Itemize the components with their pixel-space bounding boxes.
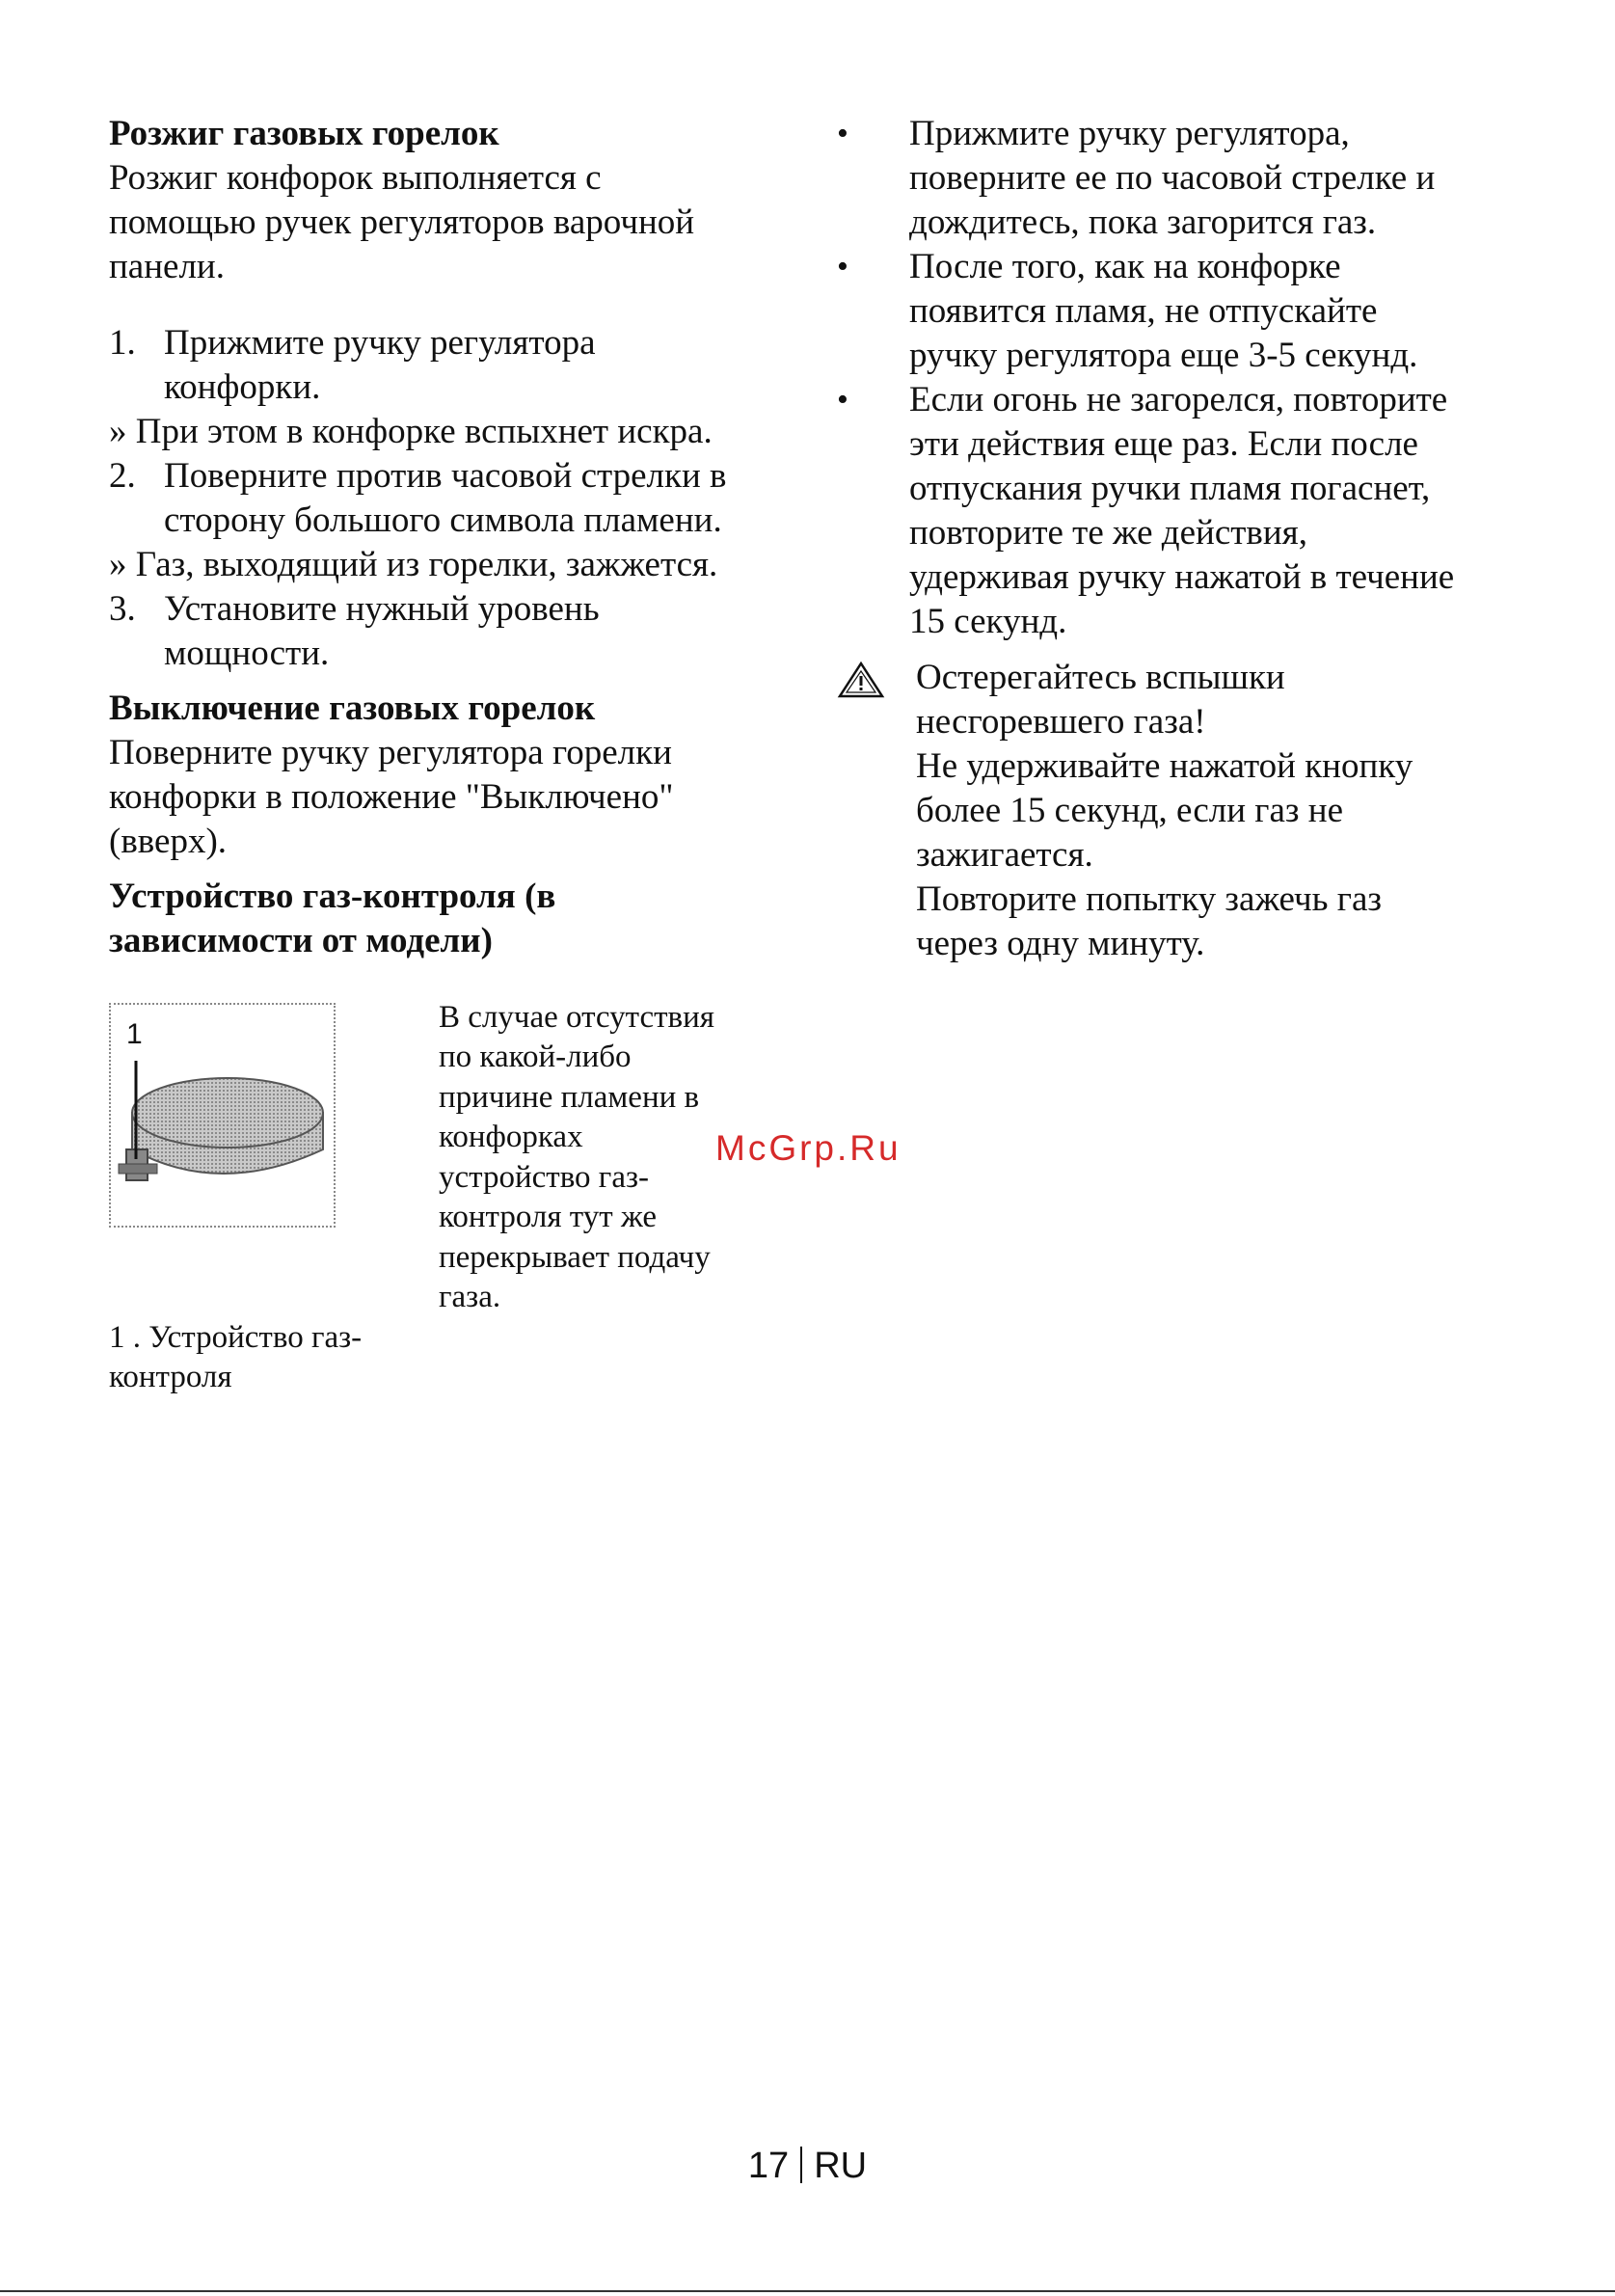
section-title-gas-control: Устройство газ-контроля (в [109,877,556,916]
switch-off-body-line: конфорки в положение "Выключено" [109,777,674,817]
bullet-text: удерживая ручку нажатой в течение [909,557,1455,597]
footer-separator [800,2147,802,2183]
bullet-text: эти действия еще раз. Если после [909,424,1418,464]
step-text: конфорки. [164,367,321,407]
switch-off-body-line: Поверните ручку регулятора горелки [109,733,672,772]
step-result: » При этом в конфорке вспыхнет искра. [109,412,713,451]
page-number: 17 [747,2146,790,2186]
step-result: » Газ, выходящий из горелки, зажжется. [109,545,718,584]
bullet-text: отпускания ручки пламя погаснет, [909,469,1431,508]
page-bottom-rule [0,2290,1615,2292]
figure-text-line: причине пламени в [439,1080,700,1115]
burner-illustration [111,1005,334,1226]
figure-text-line: устройство газ- [439,1160,650,1195]
page-footer [0,2145,1615,2187]
step-text: Прижмите ручку регулятора [164,323,596,363]
figure-text-line: газа. [439,1280,501,1314]
bullet-marker: • [837,116,848,151]
step-text: Поверните против часовой стрелки в [164,456,727,496]
bullet-marker: • [837,382,848,418]
section-title-switch-off: Выключение газовых горелок [109,689,596,728]
bullet-text: 15 секунд. [909,602,1067,641]
burner-figure [109,1003,336,1228]
warning-text: Не удерживайте нажатой кнопку [916,746,1413,786]
switch-off-body-line: (вверх). [109,822,228,861]
ignition-body-line: панели. [109,247,225,286]
figure-caption: контроля [109,1360,232,1394]
step-number: 1. [109,323,136,363]
bullet-marker: • [837,249,848,284]
ignition-body-line: Розжиг конфорок выполняется с [109,158,602,198]
bullet-text: поверните ее по часовой стрелке и [909,158,1436,198]
figure-text-line: В случае отсутствия [439,1000,714,1035]
warning-text: зажигается. [916,835,1093,875]
step-text: мощности. [164,634,330,673]
bullet-text: Прижмите ручку регулятора, [909,114,1350,153]
bullet-text: После того, как на конфорке [909,247,1341,286]
warning-text: более 15 секунд, если газ не [916,791,1343,830]
figure-caption: 1 . Устройство газ- [109,1320,363,1355]
bullet-text: ручку регулятора еще 3-5 секунд. [909,336,1418,375]
warning-text: через одну минуту. [916,924,1205,963]
step-text: сторону большого символа пламени. [164,500,722,540]
watermark: McGrp.Ru [715,1128,902,1168]
figure-text-line: контроля тут же [439,1200,657,1234]
figure-text-line: перекрывает подачу [439,1240,711,1275]
figure-number: 1 [126,1018,143,1050]
figure-text-line: конфорках [439,1120,583,1154]
bullet-text: появится пламя, не отпускайте [909,291,1378,331]
section-title-ignition: Розжиг газовых горелок [109,114,499,153]
step-text: Установите нужный уровень [164,589,600,629]
warning-text: Остерегайтесь вспышки [916,658,1285,697]
ignition-body-line: помощью ручек регуляторов варочной [109,203,695,242]
language-code: RU [814,2146,868,2186]
step-number: 3. [109,589,136,629]
warning-text: Повторите попытку зажечь газ [916,879,1382,919]
step-number: 2. [109,456,136,496]
warning-text: несгоревшего газа! [916,702,1206,742]
bullet-text: Если огонь не загорелся, повторите [909,380,1448,419]
figure-text-line: по какой-либо [439,1040,632,1074]
warning-triangle-icon [837,661,885,699]
bullet-text: повторите те же действия, [909,513,1307,553]
section-title-gas-control: зависимости от модели) [109,921,493,960]
bullet-text: дождитесь, пока загорится газ. [909,203,1377,242]
